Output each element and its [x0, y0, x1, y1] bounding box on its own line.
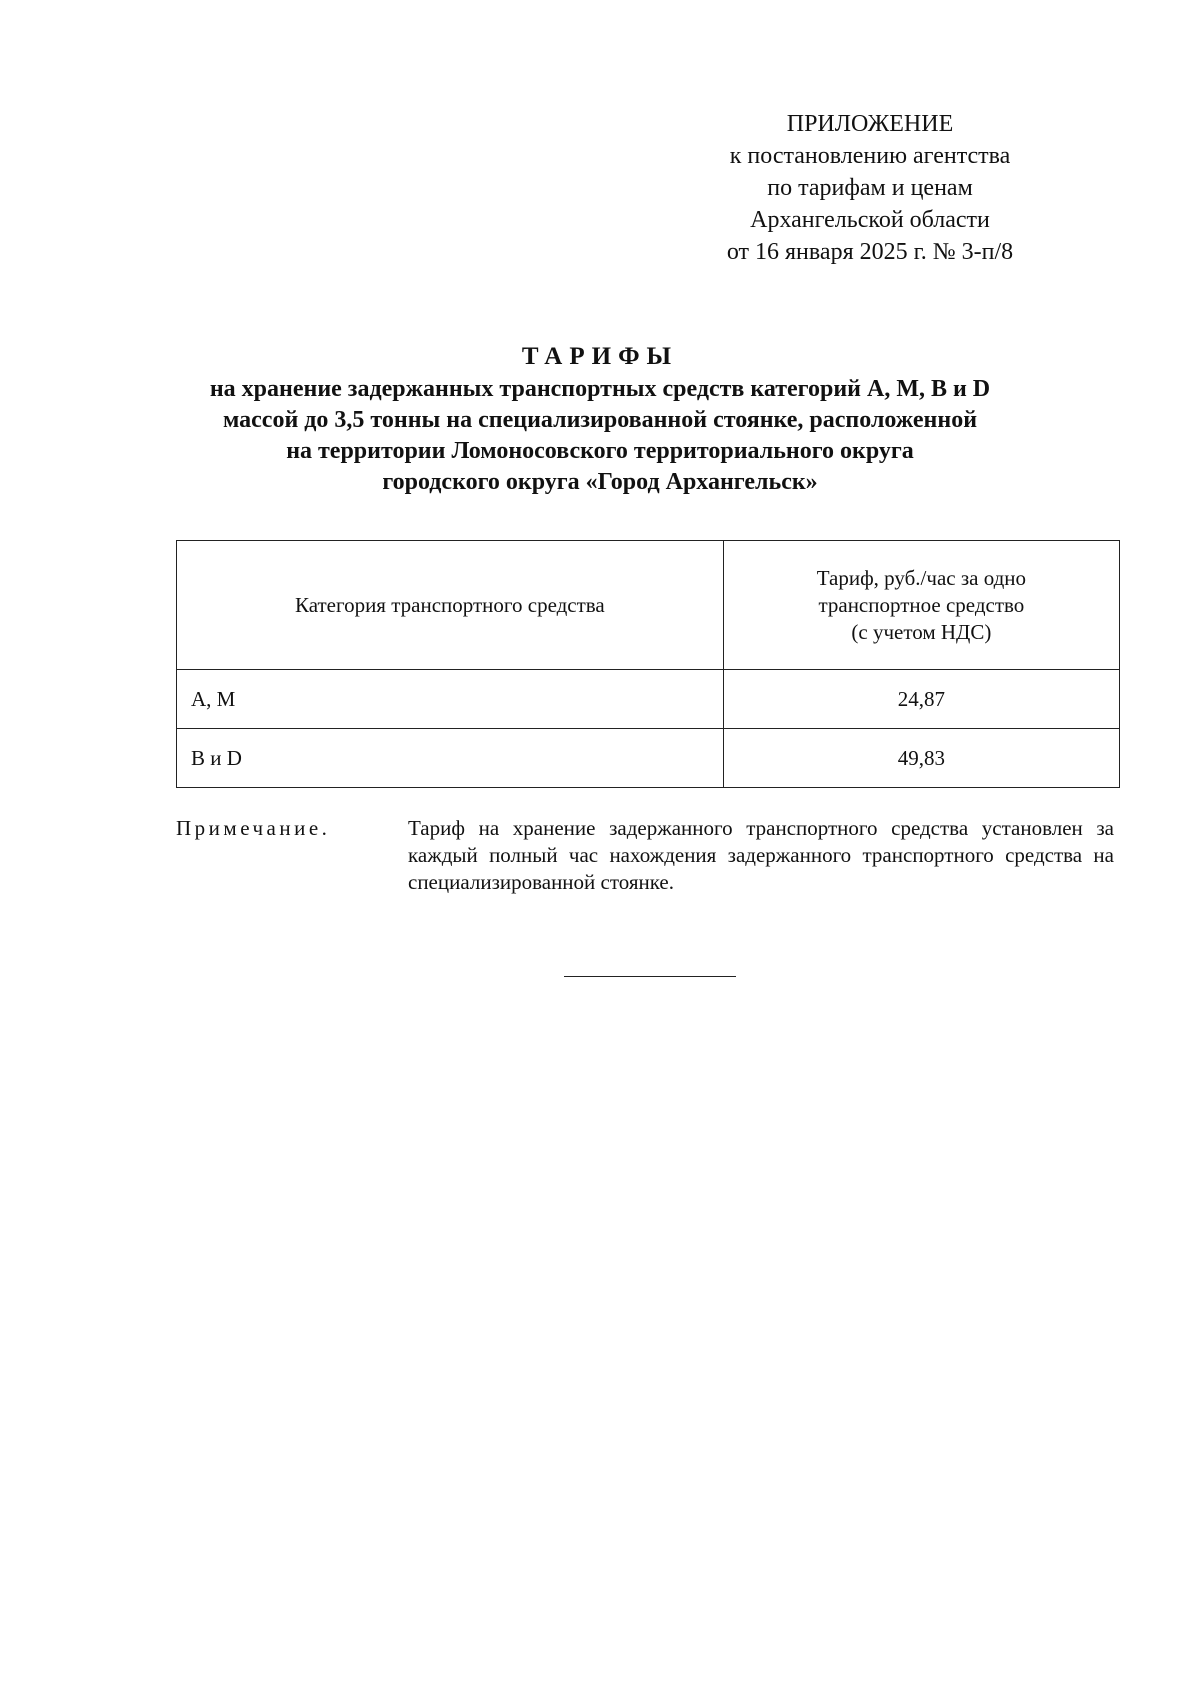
- title-line: на хранение задержанных транспортных средств категорий A, M, B и D: [209, 376, 991, 402]
- appendix-header: [660, 108, 1080, 268]
- table-row: [177, 670, 1120, 729]
- row-category: B и D: [177, 729, 724, 788]
- appendix-date-number: от 16 января 2025 г. № 3-п/8: [726, 239, 1014, 265]
- appendix-line: к постановлению агентства: [729, 143, 1011, 169]
- title-line: на территории Ломоносовского территориального округа: [286, 438, 914, 464]
- title-line: массой до 3,5 тонны на специализированной стоянке, расположенной: [222, 407, 978, 433]
- row-tariff: 24,87: [723, 670, 1119, 729]
- note-text: Тариф на хранение задержанного транспортного средства установлен за каждый полный час нахождения задержанного транспортного средства на специализированной стоянке.: [408, 816, 1114, 894]
- header-tariff-line: (с учетом НДС): [851, 619, 992, 644]
- title-main: ТАРИФЫ: [521, 343, 679, 370]
- tariff-table: [176, 540, 1120, 788]
- title-line: городского округа «Город Архангельск»: [382, 469, 818, 495]
- document-title: [130, 340, 1070, 498]
- row-category: A, M: [177, 670, 724, 729]
- row-tariff: 49,83: [723, 729, 1119, 788]
- header-tariff: [723, 541, 1119, 670]
- appendix-line: Архангельской области: [750, 207, 990, 233]
- note-label: Примечание.: [176, 816, 331, 840]
- header-tariff-line: Тариф, руб./час за одно: [816, 565, 1027, 590]
- header-category: Категория транспортного средства: [177, 541, 724, 670]
- appendix-line: по тарифам и ценам: [767, 175, 973, 201]
- appendix-title: ПРИЛОЖЕНИЕ: [786, 111, 954, 137]
- header-tariff-line: транспортное средство: [818, 592, 1025, 617]
- closing-rule: [564, 976, 736, 977]
- table-header-row: [177, 541, 1120, 670]
- table-row: [177, 729, 1120, 788]
